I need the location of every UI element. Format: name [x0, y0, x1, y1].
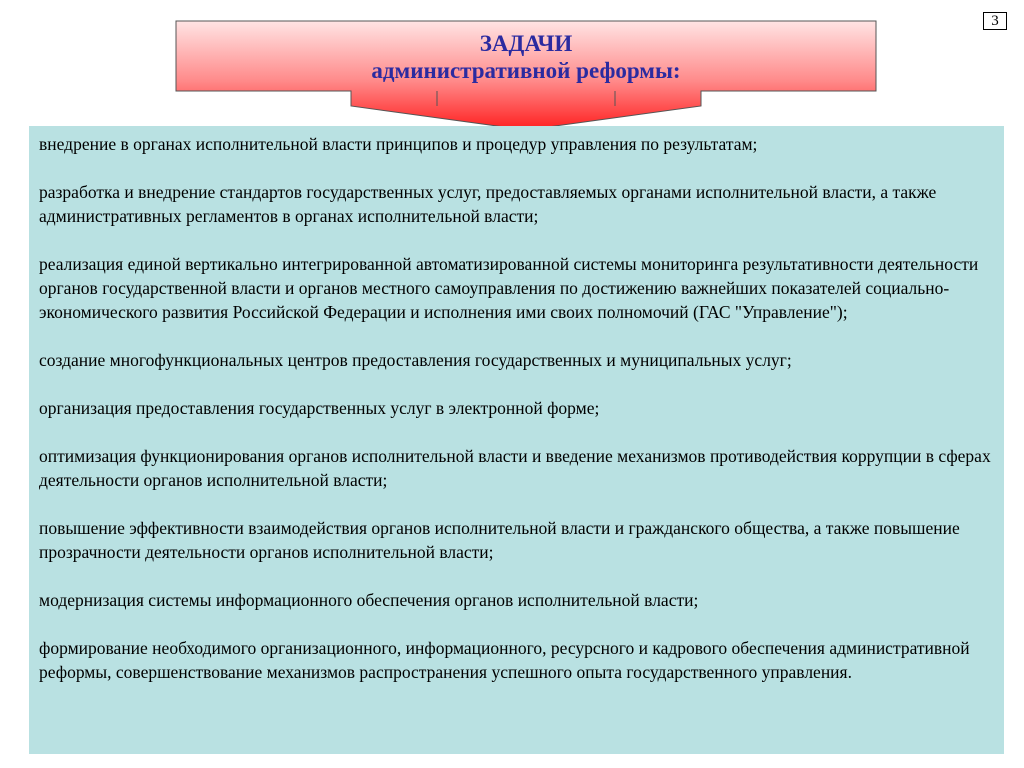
title-line-2: административной реформы: [371, 58, 681, 83]
tasks-panel [29, 126, 1004, 754]
task-item: модернизация системы информационного обеспечения органов исполнительной власти; [39, 590, 699, 610]
page-number: 3 [983, 12, 1007, 30]
slide-title [176, 30, 876, 84]
task-item: внедрение в органах исполнительной власти принципов и процедур управления по результатам; [39, 134, 758, 154]
task-item: формирование необходимого организационного, информационного, ресурсного и кадрового обеспечения административной реформы, совершенствование механизмов распространения успешного опыта государственного управления. [39, 638, 970, 682]
task-item: оптимизация функционирования органов исполнительной власти и введение механизмов противодействия коррупции в сферах деятельности органов исполнительной власти; [39, 446, 991, 490]
task-item: создание многофункциональных центров предоставления государственных и муниципальных услуг; [39, 350, 792, 370]
task-item: реализация единой вертикально интегрированной автоматизированной системы мониторинга результативности деятельности органов государственной власти и органов местного самоуправления по достижению важнейших показателей социально-экономического развития Российской Федерации и исполнения ими своих полномочий (ГАС "Управление"); [39, 254, 979, 322]
task-item: повышение эффективности взаимодействия органов исполнительной власти и гражданского общества, а также повышение прозрачности деятельности органов исполнительной власти; [39, 518, 960, 562]
task-item: организация предоставления государственных услуг в электронной форме; [39, 398, 600, 418]
title-line-1: ЗАДАЧИ [479, 31, 573, 56]
task-item: разработка и внедрение стандартов государственных услуг, предоставляемых органами исполнительной власти, а также административных регламентов в органах исполнительной власти; [39, 182, 937, 226]
